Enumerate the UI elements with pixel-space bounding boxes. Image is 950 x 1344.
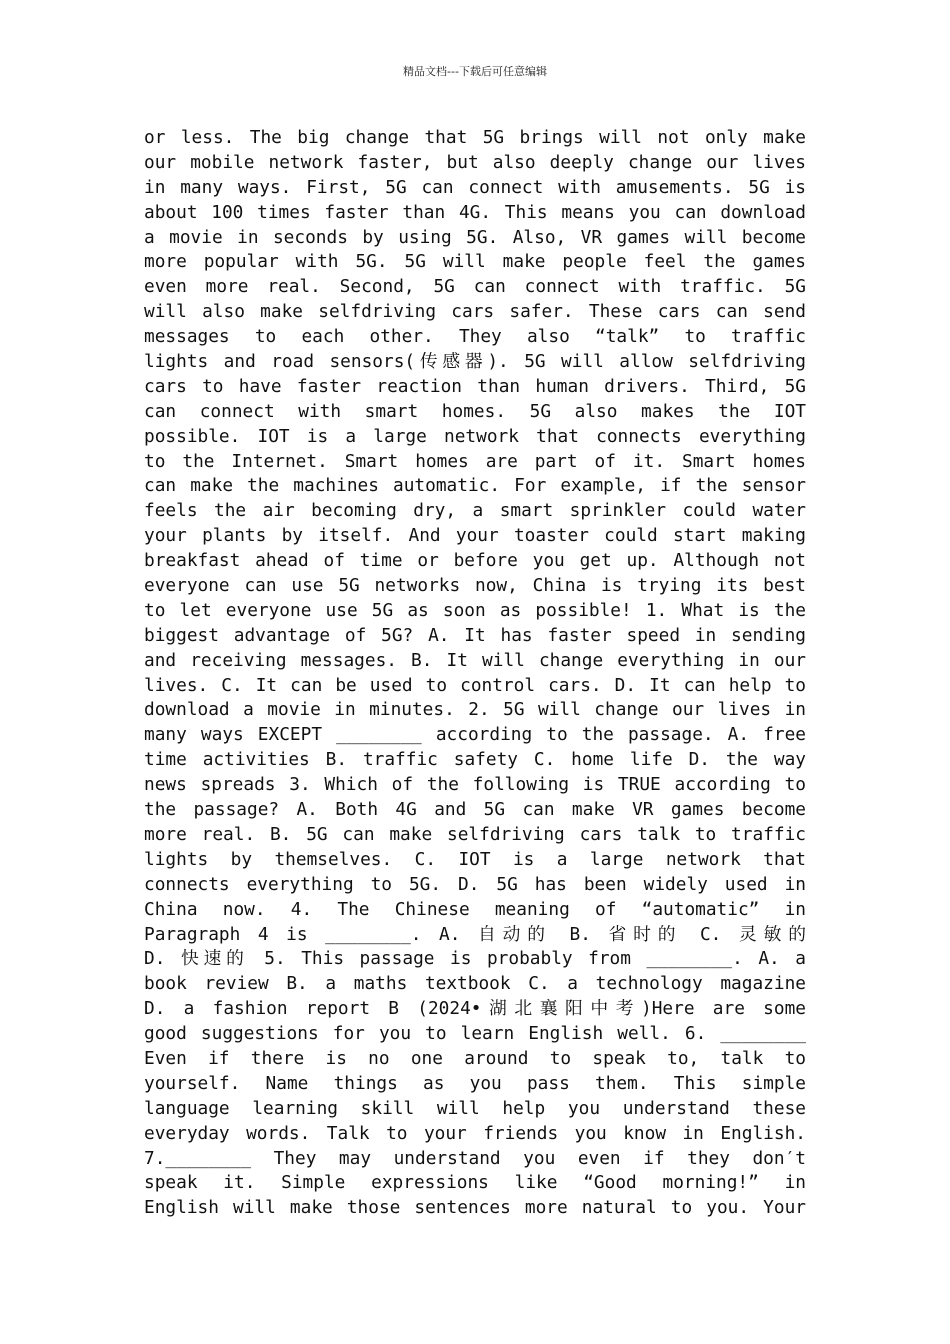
text-line: the passage? A. Both 4G and 5G can make VR games become — [144, 799, 806, 821]
text-line: good suggestions for you to learn English well. 6. ________ — [144, 1023, 806, 1045]
text-line: yourself. Name things as you pass them. This simple — [144, 1072, 806, 1094]
text-line: language learning skill will help you understand these — [144, 1097, 806, 1119]
text-line: D. 快速的 5. This passage is probably from ________. A. a — [144, 948, 806, 970]
text-line: lights by themselves. C. IOT is a large network that — [144, 848, 806, 870]
text-line: everyone can use 5G networks now, China is trying its best — [144, 575, 806, 597]
text-line: about 100 times faster than 4G. This means you can download — [144, 201, 806, 223]
text-line: book review B. a maths textbook C. a technology magazine — [144, 973, 806, 995]
text-line: your plants by itself. And your toaster could start making — [144, 525, 806, 547]
text-line: to let everyone use 5G as soon as possible! 1. What is the — [144, 599, 806, 621]
text-line: cars to have faster reaction than human drivers. Third, 5G — [144, 375, 806, 397]
text-line: messages to each other. They also “talk” to traffic — [144, 326, 806, 348]
text-line: everyday words. Talk to your friends you know in English. — [144, 1122, 806, 1144]
text-line: download a movie in minutes. 2. 5G will change our lives in — [144, 699, 806, 721]
text-line: news spreads 3. Which of the following is TRUE according to — [144, 774, 806, 796]
text-line: D. a fashion report B (2024•湖北襄阳中考)Here are some — [144, 998, 806, 1020]
text-line: more popular with 5G. 5G will make people feel the games — [144, 251, 806, 273]
text-line: lights and road sensors(传感器). 5G will allow selfdriving — [144, 351, 806, 373]
text-line: Paragraph 4 is ________. A. 自动的 B. 省时的 C. 灵敏的 — [144, 923, 806, 945]
text-line: and receiving messages. B. It will change everything in our — [144, 649, 806, 671]
text-line: even more real. Second, 5G can connect with traffic. 5G — [144, 276, 806, 298]
document-body — [144, 126, 806, 1221]
text-line: can connect with smart homes. 5G also makes the IOT — [144, 400, 806, 422]
text-line: feels the air becoming dry, a smart sprinkler could water — [144, 500, 806, 522]
text-line: to the Internet. Smart homes are part of it. Smart homes — [144, 450, 806, 472]
text-line: lives. C. It can be used to control cars. D. It can help to — [144, 674, 806, 696]
text-line: connects everything to 5G. D. 5G has been widely used in — [144, 873, 806, 895]
text-line: China now. 4. The Chinese meaning of “automatic” in — [144, 898, 806, 920]
text-line: or less. The big change that 5G brings will not only make — [144, 127, 806, 148]
text-line: a movie in seconds by using 5G. Also, VR games will become — [144, 226, 806, 248]
text-line: English will make those sentences more natural to you. Your — [144, 1197, 806, 1219]
text-line: will also make selfdriving cars safer. These cars can send — [144, 301, 806, 323]
text-line: in many ways. First, 5G can connect with amusements. 5G is — [144, 176, 806, 198]
text-line: many ways EXCEPT ________ according to the passage. A. free — [144, 724, 806, 746]
text-line: possible. IOT is a large network that connects everything — [144, 425, 806, 447]
text-line: speak it. Simple expressions like “Good morning!” in — [144, 1172, 806, 1194]
text-line: biggest advantage of 5G? A. It has faster speed in sending — [144, 624, 806, 646]
page-header: 精品文档---下载后可任意编辑 — [403, 65, 547, 78]
text-line: time activities B. traffic safety C. home life D. the way — [144, 749, 806, 771]
text-line: 7.________ They may understand you even if they don′t — [144, 1147, 806, 1169]
text-line: breakfast ahead of time or before you get up. Although not — [144, 550, 806, 572]
text-line: can make the machines automatic. For example, if the sensor — [144, 475, 806, 497]
text-line: more real. B. 5G can make selfdriving cars talk to traffic — [144, 823, 806, 845]
text-line: Even if there is no one around to speak to, talk to — [144, 1047, 806, 1069]
text-line: our mobile network faster, but also deeply change our lives — [144, 151, 806, 173]
